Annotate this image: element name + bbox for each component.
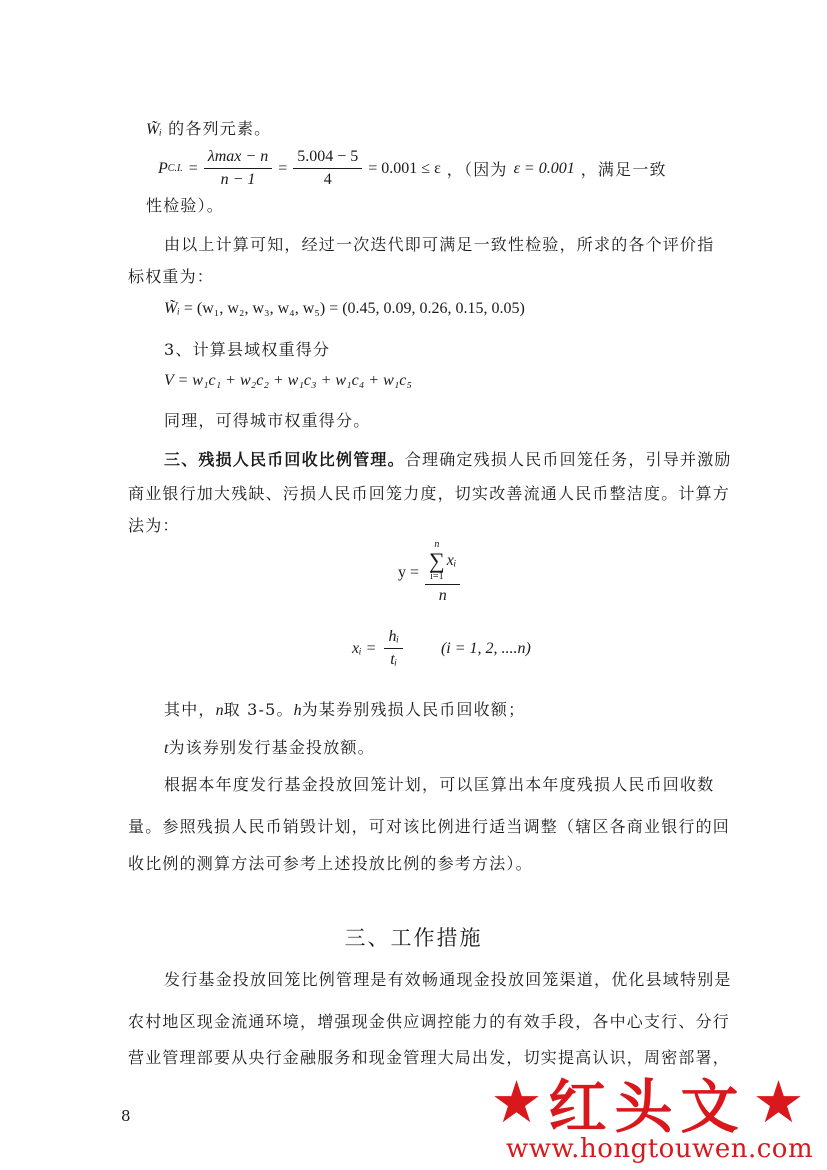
- paragraph-line: 同理，可得城市权重得分。: [164, 411, 371, 430]
- var-h: h: [293, 702, 302, 719]
- text: 合理确定残损人民币回笼任务，引导并激励: [404, 450, 732, 469]
- x-range: (i = 1, 2, ....n): [440, 639, 531, 657]
- watermark-url: www.hongtouwen.com: [506, 1134, 814, 1164]
- paragraph-line: 法为：: [128, 516, 180, 535]
- consistency-formula: [158, 148, 667, 189]
- var-n: n: [215, 702, 224, 719]
- text: ，满足一致: [580, 160, 667, 179]
- sum-upper: n: [434, 539, 440, 550]
- paragraph-line: 收比例的测算方法可参考上述投放比例的参考方法）。: [128, 854, 533, 873]
- fraction-x: [384, 628, 403, 669]
- weight-vector-symbol: W̃ᵢ: [146, 121, 162, 138]
- fraction-lambda: [204, 148, 272, 189]
- paragraph-line: 由以上计算可知，经过一次迭代即可满足一致性检验，所求的各个评价指: [164, 235, 715, 254]
- page-number: 8: [121, 1107, 131, 1125]
- weight-vector-symbol: W̃ᵢ: [164, 300, 180, 317]
- paragraph-line: 发行基金投放回笼比例管理是有效畅通现金投放回笼渠道，优化县域特别是: [164, 970, 732, 989]
- paragraph-line: [146, 116, 271, 139]
- paragraph-line: 根据本年度发行基金投放回笼计划，可以匡算出本年度残损人民币回收数: [164, 775, 715, 794]
- sum-term: xᵢ: [446, 552, 457, 569]
- x-lhs: xᵢ =: [352, 639, 377, 657]
- weights-formula: [164, 300, 525, 318]
- x-formula: [352, 628, 531, 669]
- paragraph-line: 量。参照残损人民币销毁计划，可对该比例进行适当调整（辖区各商业银行的回: [128, 817, 731, 836]
- text: 为某券别残损人民币回收额；: [301, 700, 526, 719]
- paragraph-line: 标权重为：: [128, 267, 215, 286]
- fraction-den: n − 1: [220, 171, 256, 188]
- sum-sign: n ∑ i=1: [429, 539, 445, 582]
- fraction-den: tᵢ: [390, 651, 398, 668]
- paragraph-line: 性检验）。: [146, 196, 225, 215]
- text: ，（因为: [446, 160, 508, 179]
- watermark-logo: [468, 1060, 827, 1170]
- paragraph-line: 3、计算县域权重得分: [164, 340, 331, 359]
- star-icon: ★: [490, 1068, 543, 1136]
- fraction-values: [293, 148, 362, 189]
- fraction-num: [425, 540, 460, 585]
- fraction-den: n: [438, 587, 447, 604]
- paragraph-line: [164, 697, 525, 720]
- pci-label: P: [158, 159, 168, 177]
- var-t: t: [164, 740, 169, 757]
- section-label: 三、残损人民币回收比例管理。: [164, 450, 405, 469]
- y-formula: [398, 540, 460, 605]
- fraction-num: 5.004 − 5: [293, 148, 362, 169]
- weights-values: = (w₁, w₂, w₃, w₄, w₅) = (0.45, 0.09, 0.26, 0.15, 0.05): [183, 300, 525, 317]
- sum-lower: i=1: [430, 571, 444, 582]
- paragraph-line: 农村地区现金流通环境，增强现金供应调控能力的有效手段，各中心支行、分行: [128, 1012, 731, 1031]
- paragraph-line: [164, 447, 732, 470]
- equals: =: [278, 159, 288, 177]
- fraction-y: [425, 540, 460, 605]
- watermark-text: 红头文: [548, 1073, 747, 1141]
- county-score-formula: V = w₁c₁ + w₂c₂ + w₁c₃ + w₁c₄ + w₁c₅: [164, 372, 412, 389]
- equals: =: [188, 159, 198, 177]
- paragraph-line: [164, 735, 375, 758]
- paragraph-line: 商业银行加大残缺、污损人民币回笼力度，切实改善流通人民币整洁度。计算方: [128, 484, 731, 503]
- text: 为该券别发行基金投放额。: [168, 738, 375, 757]
- section-heading: 三、工作措施: [344, 926, 483, 950]
- fraction-num: hᵢ: [384, 628, 403, 649]
- text: 的各列元素。: [168, 119, 272, 138]
- fraction-num: λmax − n: [204, 148, 272, 169]
- pci-sub: C.I.: [167, 163, 183, 174]
- fraction-den: 4: [323, 171, 332, 188]
- text: 其中，: [164, 700, 216, 719]
- pci-result: = 0.001 ≤ ε: [368, 159, 441, 177]
- y-lhs: y =: [398, 563, 420, 581]
- star-icon: ★: [752, 1068, 805, 1136]
- paragraph-line: 营业管理部要从央行金融服务和现金管理大局出发，切实提高认识，周密部署，: [128, 1048, 731, 1067]
- epsilon-value: ε = 0.001: [513, 159, 575, 177]
- text: 取 3-5。: [223, 700, 294, 719]
- watermark-title: [468, 1060, 827, 1144]
